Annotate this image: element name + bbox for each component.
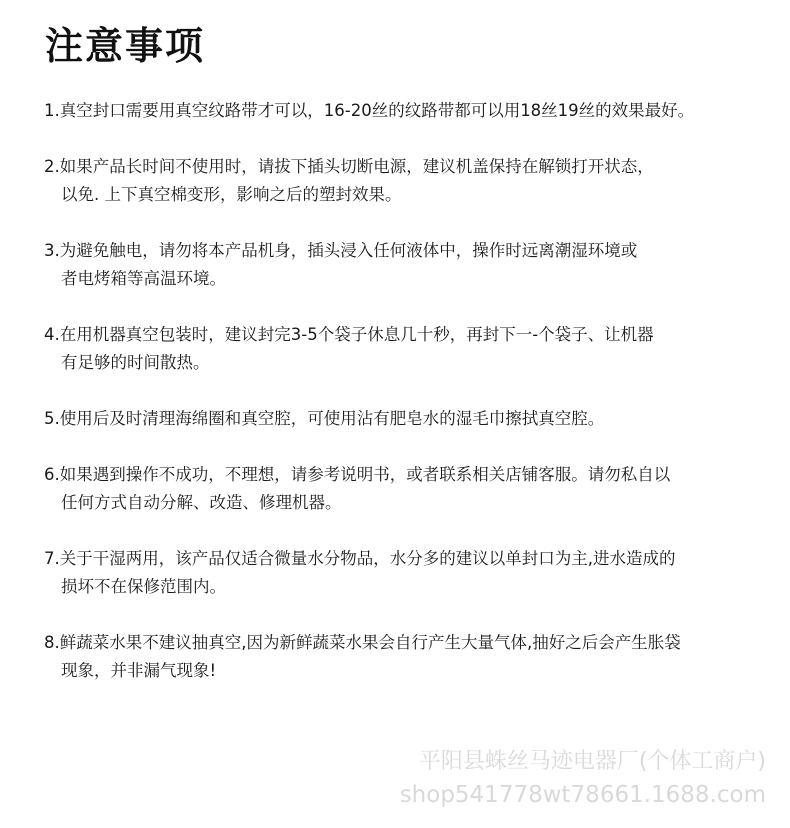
note-5-line-1: 5.使用后及时清理海绵圈和真空腔，可使用沾有肥皂水的湿毛巾擦拭真空腔。 (44, 409, 605, 428)
note-2-line-2: 以免. 上下真空棉变形，影响之后的塑封效果。 (61, 185, 402, 204)
note-2-line-1: 2.如果产品长时间不使用时，请拔下插头切断电源，建议机盖保持在解锁打开状态， (44, 157, 654, 176)
note-7-line-2: 损坏不在保修范围内。 (61, 577, 226, 596)
note-item-3 (44, 237, 774, 293)
note-3-line-2: 者电烤箱等高温环境。 (61, 269, 226, 288)
note-8-line-2: 现象，并非漏气现象! (61, 661, 217, 680)
note-item-2 (44, 153, 774, 209)
note-6-line-2: 任何方式自动分解、改造、修理机器。 (61, 493, 342, 512)
note-8-line-1: 8.鲜蔬菜水果不建议抽真空,因为新鲜蔬菜水果会自行产生大量气体,抽好之后会产生胀袋 (44, 633, 681, 652)
note-4-line-1: 4.在用机器真空包装时，建议封完3-5个袋子休息几十秒，再封下一-个袋子、让机器 (44, 325, 654, 344)
note-7-line-1: 7.关于干湿两用，该产品仅适合微量水分物品，水分多的建议以单封口为主,进水造成的 (44, 549, 676, 568)
note-3-line-1: 3.为避免触电，请勿将本产品机身，插头浸入任何液体中，操作时远离潮湿环境或 (44, 241, 638, 260)
watermark-shop-url: shop541778wt78661.1688.com (399, 782, 766, 808)
note-1-line-1: 1.真空封口需要用真空纹路带才可以，16-20丝的纹路带都可以用18丝19丝的效果最好。 (44, 101, 695, 120)
note-item-6 (44, 461, 774, 517)
note-4-line-2: 有足够的时间散热。 (61, 353, 210, 372)
note-item-8 (44, 629, 774, 685)
note-item-5 (44, 405, 774, 433)
page-title: 注意事项 (45, 24, 206, 68)
note-6-line-1: 6.如果遇到操作不成功，不理想，请参考说明书，或者联系相关店铺客服。请勿私自以 (44, 465, 671, 484)
note-item-7 (44, 545, 774, 601)
note-item-4 (44, 321, 774, 377)
note-item-1 (44, 97, 774, 125)
watermark-shop-name: 平阳县蛛丝马迹电器厂(个体工商户) (418, 749, 766, 774)
notes-list (44, 97, 774, 713)
